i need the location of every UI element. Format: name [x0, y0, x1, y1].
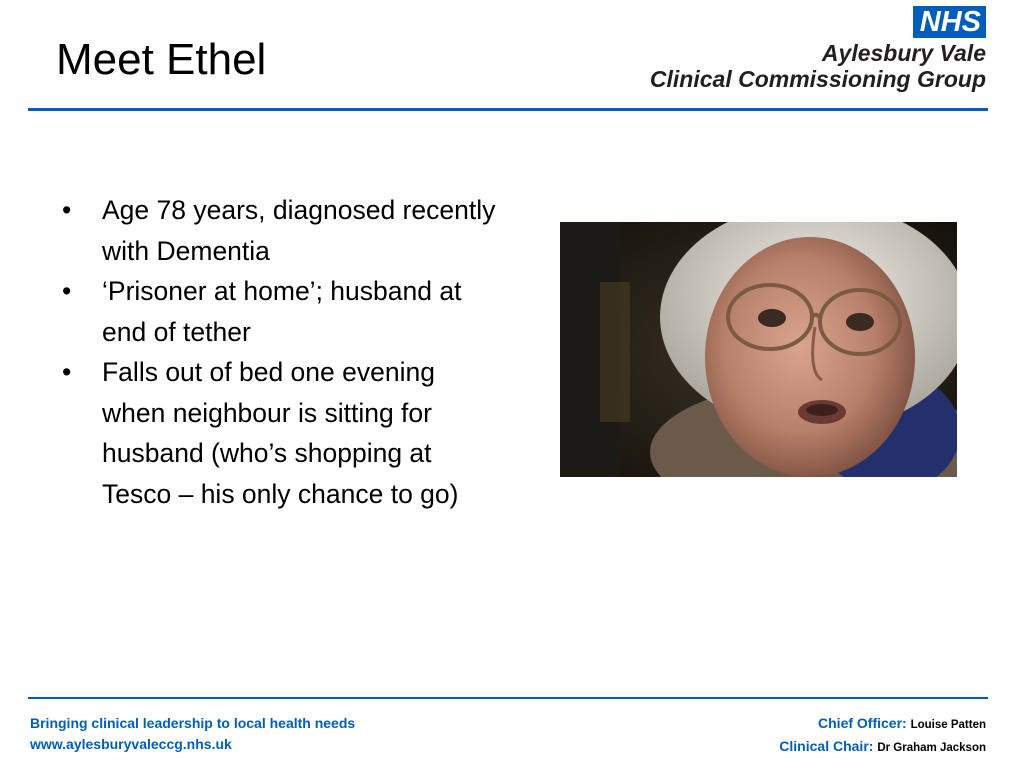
footer-tagline: Bringing clinical leadership to local health needs [30, 715, 356, 731]
org-name-line1: Aylesbury Vale [821, 40, 986, 66]
bullet-item [62, 271, 502, 352]
header-divider [28, 108, 988, 111]
org-name-line2: Clinical Commissioning Group [649, 66, 986, 92]
bullet-item [62, 190, 502, 271]
footer-right [779, 713, 986, 759]
clinical-chair-line [779, 736, 986, 759]
clinical-chair-name: Dr Graham Jackson [877, 742, 986, 754]
chief-officer-line [779, 713, 986, 736]
chief-officer-label: Chief Officer: [818, 715, 907, 731]
nhs-badge: NHS [913, 6, 986, 38]
bullet-text: Age 78 years, diagnosed recently with Dementia [102, 195, 496, 266]
bullet-item [62, 352, 502, 514]
page-title: Meet Ethel [56, 35, 267, 84]
nhs-logo [586, 6, 986, 92]
bullet-dot-icon: • [62, 195, 72, 225]
bullet-text: ‘Prisoner at home’; husband at end of tether [102, 276, 462, 347]
footer-website-link[interactable]: www.aylesburyvaleccg.nhs.uk [30, 736, 232, 752]
footer-left [30, 713, 355, 755]
bullet-text: Falls out of bed one evening when neighbour is sitting for husband (who’s shopping at Tesco – his only chance to go) [102, 357, 459, 509]
chief-officer-name: Louise Patten [910, 719, 986, 731]
footer-divider [28, 697, 988, 699]
portrait-photo [560, 222, 957, 477]
bullet-dot-icon: • [62, 357, 72, 387]
clinical-chair-label: Clinical Chair: [779, 738, 874, 754]
bullet-list [62, 190, 502, 514]
bullet-dot-icon: • [62, 276, 72, 306]
